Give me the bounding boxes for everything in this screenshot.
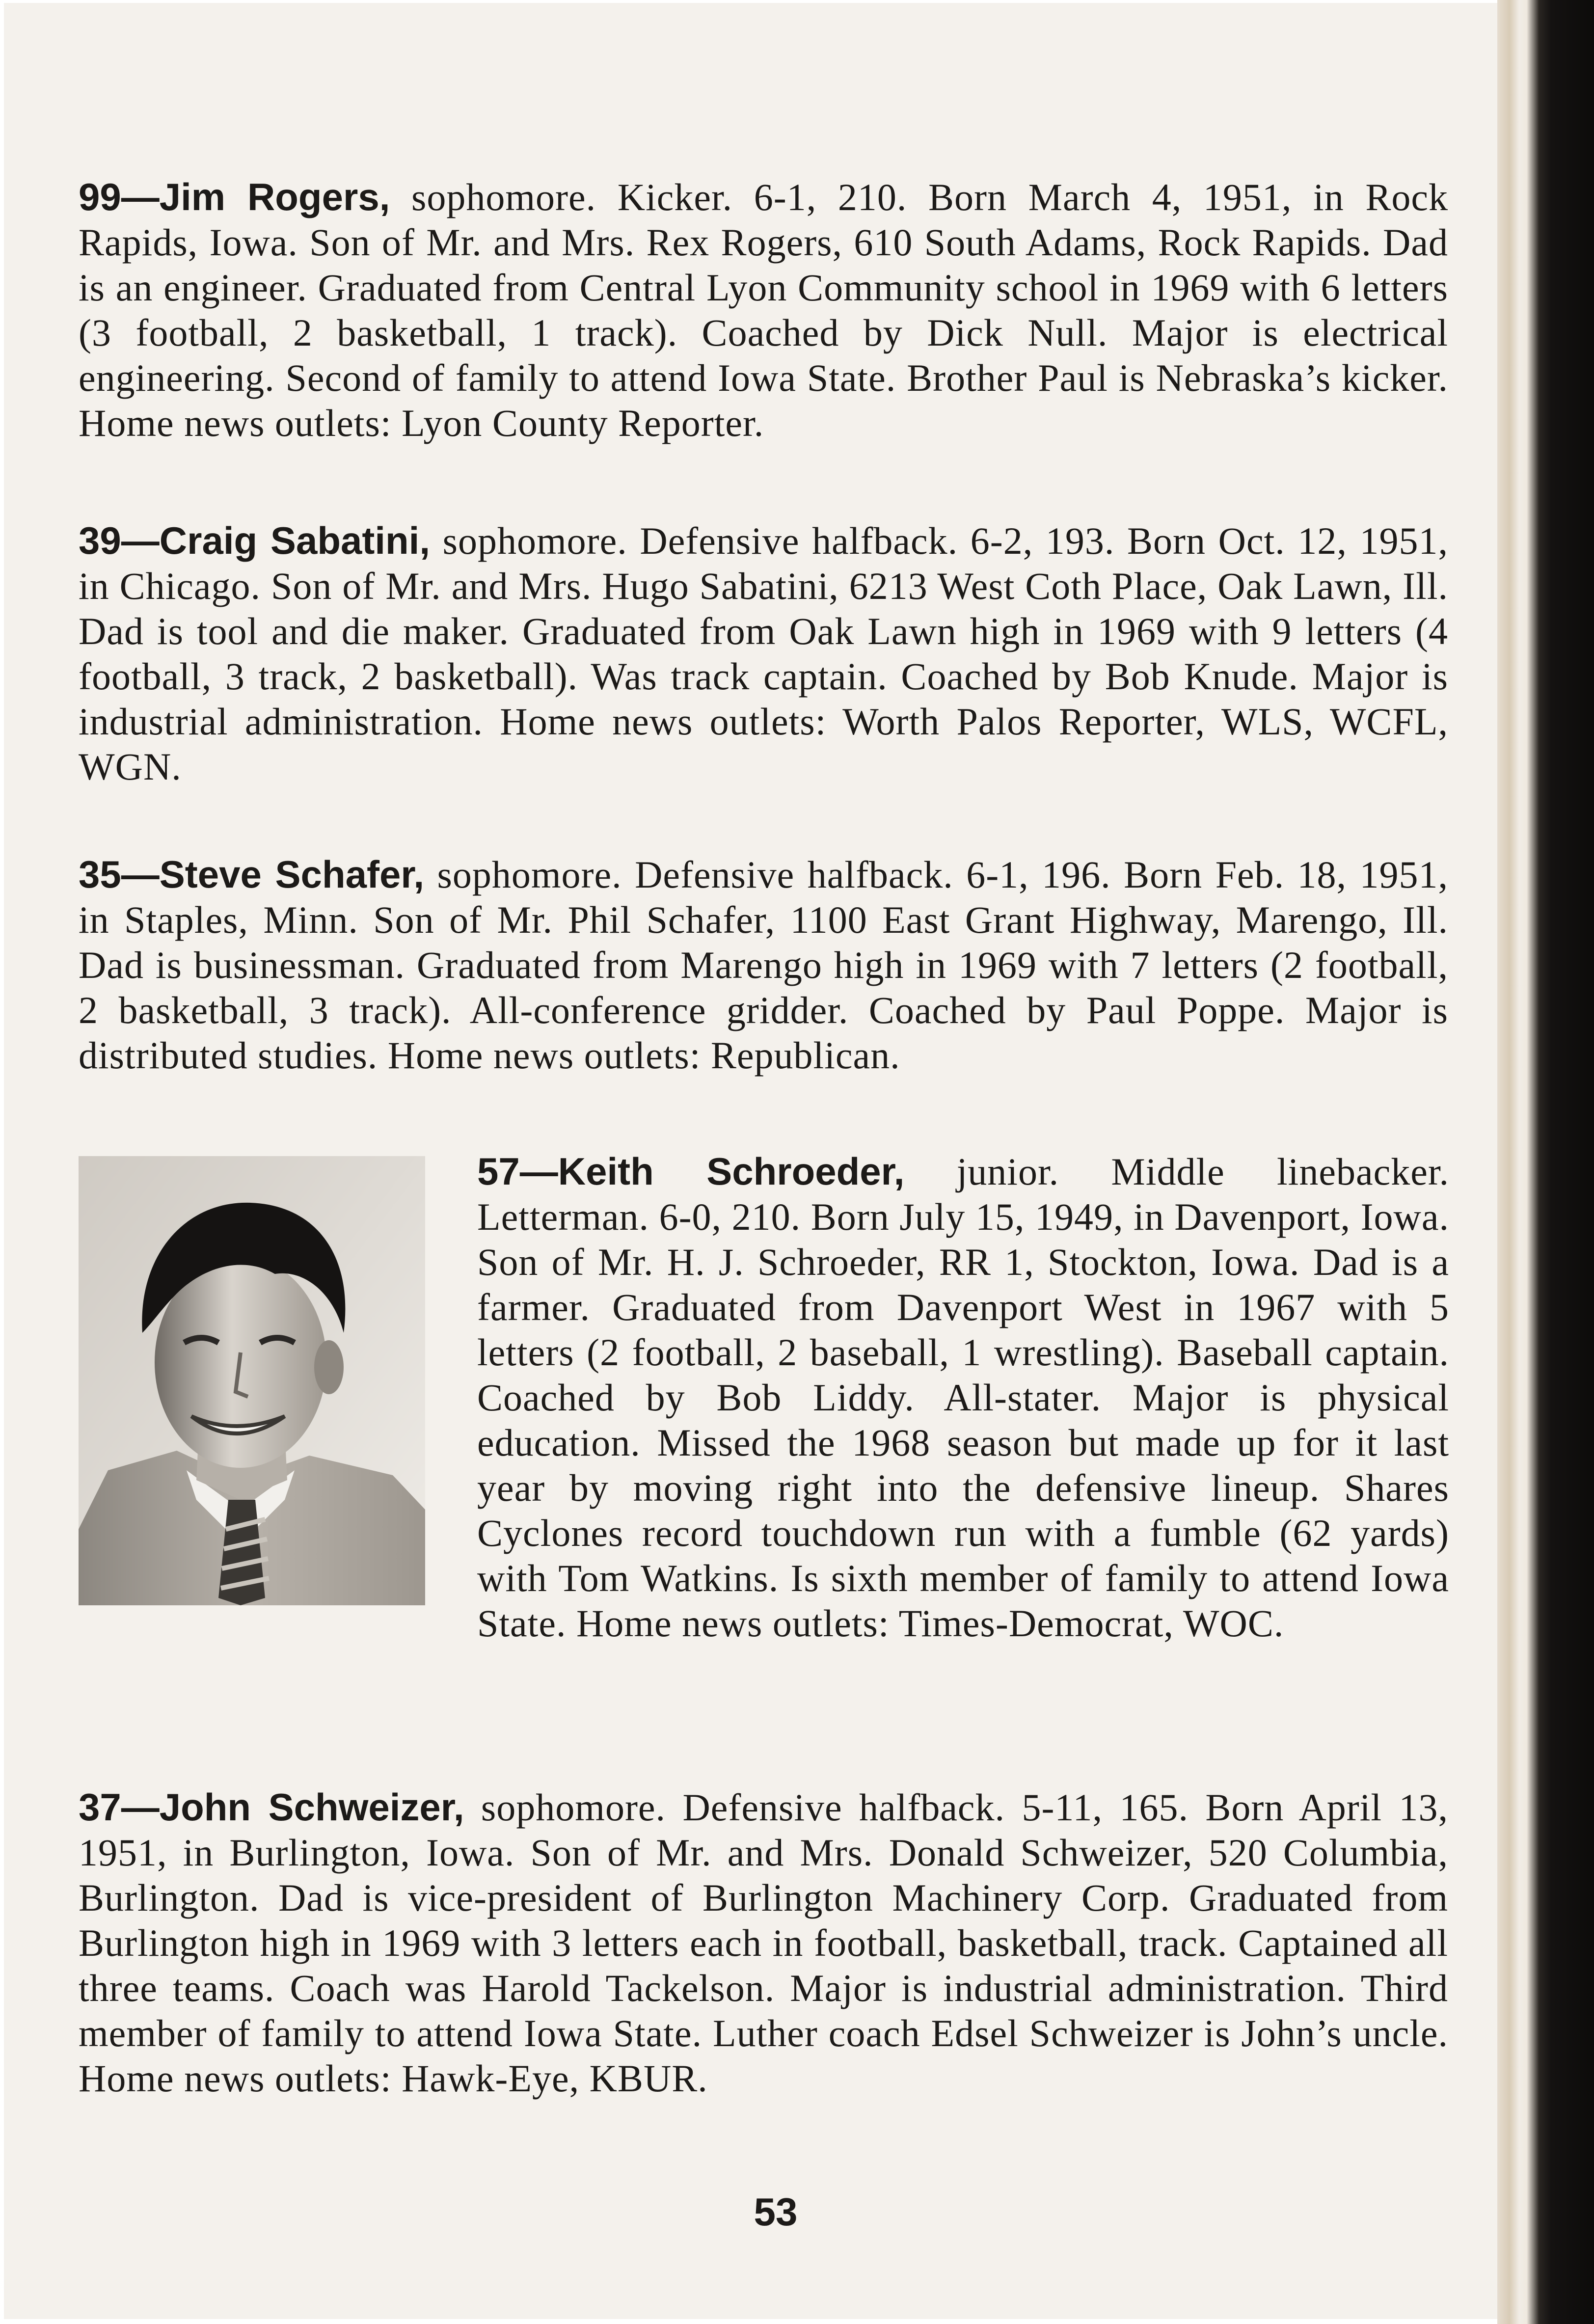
bio-sabatini: [79, 518, 1448, 789]
bio-text: sophomore. Defensive halfback. 6-1, 196. Born Feb. 18, 1951, in Staples, Minn. Son of Mr. Phil Schafer, 1100 East Grant Highway, Marengo, Ill. Dad is businessman. Graduated from Marengo high in 1969 with 7 letters (2 football, 2 basketball, 3 track). All-conference gridder. Coached by Paul Poppe. Major is distributed studies. Home news outlets: Republican.: [79, 853, 1448, 1077]
bio-name: 57—Keith Schroeder,: [477, 1150, 905, 1193]
bio-name: 35—Steve Schafer,: [79, 853, 425, 896]
bio-schweizer: [79, 1784, 1448, 2101]
bio-text: sophomore. Defensive halfback. 6-2, 193. Born Oct. 12, 1951, in Chicago. Son of Mr. and Mrs. Hugo Sabatini, 6213 West Coth Place, Oak Lawn, Ill. Dad is tool and die maker. Graduated from Oak Lawn high in 1969 with 9 letters (4 football, 3 track, 2 basketball). Was track captain. Coached by Bob Knude. Major is industrial administration. Home news outlets: Worth Palos Reporter, WLS, WCFL, WGN.: [79, 519, 1448, 788]
bio-name: 99—Jim Rogers,: [79, 175, 390, 218]
bio-schafer: [79, 852, 1448, 1078]
page-number: 53: [754, 2190, 798, 2234]
bio-schroeder: [477, 1149, 1449, 1646]
bio-name: 37—John Schweizer,: [79, 1785, 464, 1829]
bio-text: sophomore. Defensive halfback. 5-11, 165. Born April 13, 1951, in Burlington, Iowa. Son of Mr. and Mrs. Donald Schweizer, 520 Columbia, Burlington. Dad is vice-president of Burlington Machinery Corp. Graduated from Burlington high in 1969 with 3 letters each in football, basketball, track. Captained all three teams. Coach was Harold Tackelson. Major is industrial administration. Third member of family to attend Iowa State. Luther coach Edsel Schweizer is John’s uncle. Home news outlets: Hawk-Eye, KBUR.: [79, 1786, 1448, 2100]
bio-rogers: [79, 174, 1448, 446]
page-binding-edge: [1497, 0, 1594, 2324]
bio-text: sophomore. Kicker. 6-1, 210. Born March 4, 1951, in Rock Rapids, Iowa. Son of Mr. and Mrs. Rex Rogers, 610 South Adams, Rock Rapids. Dad is an engineer. Graduated from Central Lyon Community school in 1969 with 6 letters (3 football, 2 basketball, 1 track). Coached by Dick Null. Major is electrical engineering. Second of family to attend Iowa State. Brother Paul is Nebraska’s kicker. Home news outlets: Lyon County Reporter.: [79, 176, 1448, 444]
player-portrait-photo: [79, 1156, 425, 1605]
bio-name: 39—Craig Sabatini,: [79, 519, 430, 562]
bio-text: junior. Middle linebacker. Letterman. 6-0, 210. Born July 15, 1949, in Davenport, Iowa. Son of Mr. H. J. Schroeder, RR 1, Stockton, Iowa. Dad is a farmer. Graduated from Davenport West in 1967 with 5 letters (2 football, 2 baseball, 1 wrestling). Baseball captain. Coached by Bob Liddy. All-stater. Major is physical education. Missed the 1968 season but made up for it last year by moving right into the defensive lineup. Shares Cyclones record touchdown run with a fumble (62 yards) with Tom Watkins. Is sixth member of family to attend Iowa State. Home news outlets: Times-Democrat, WOC.: [477, 1150, 1449, 1645]
